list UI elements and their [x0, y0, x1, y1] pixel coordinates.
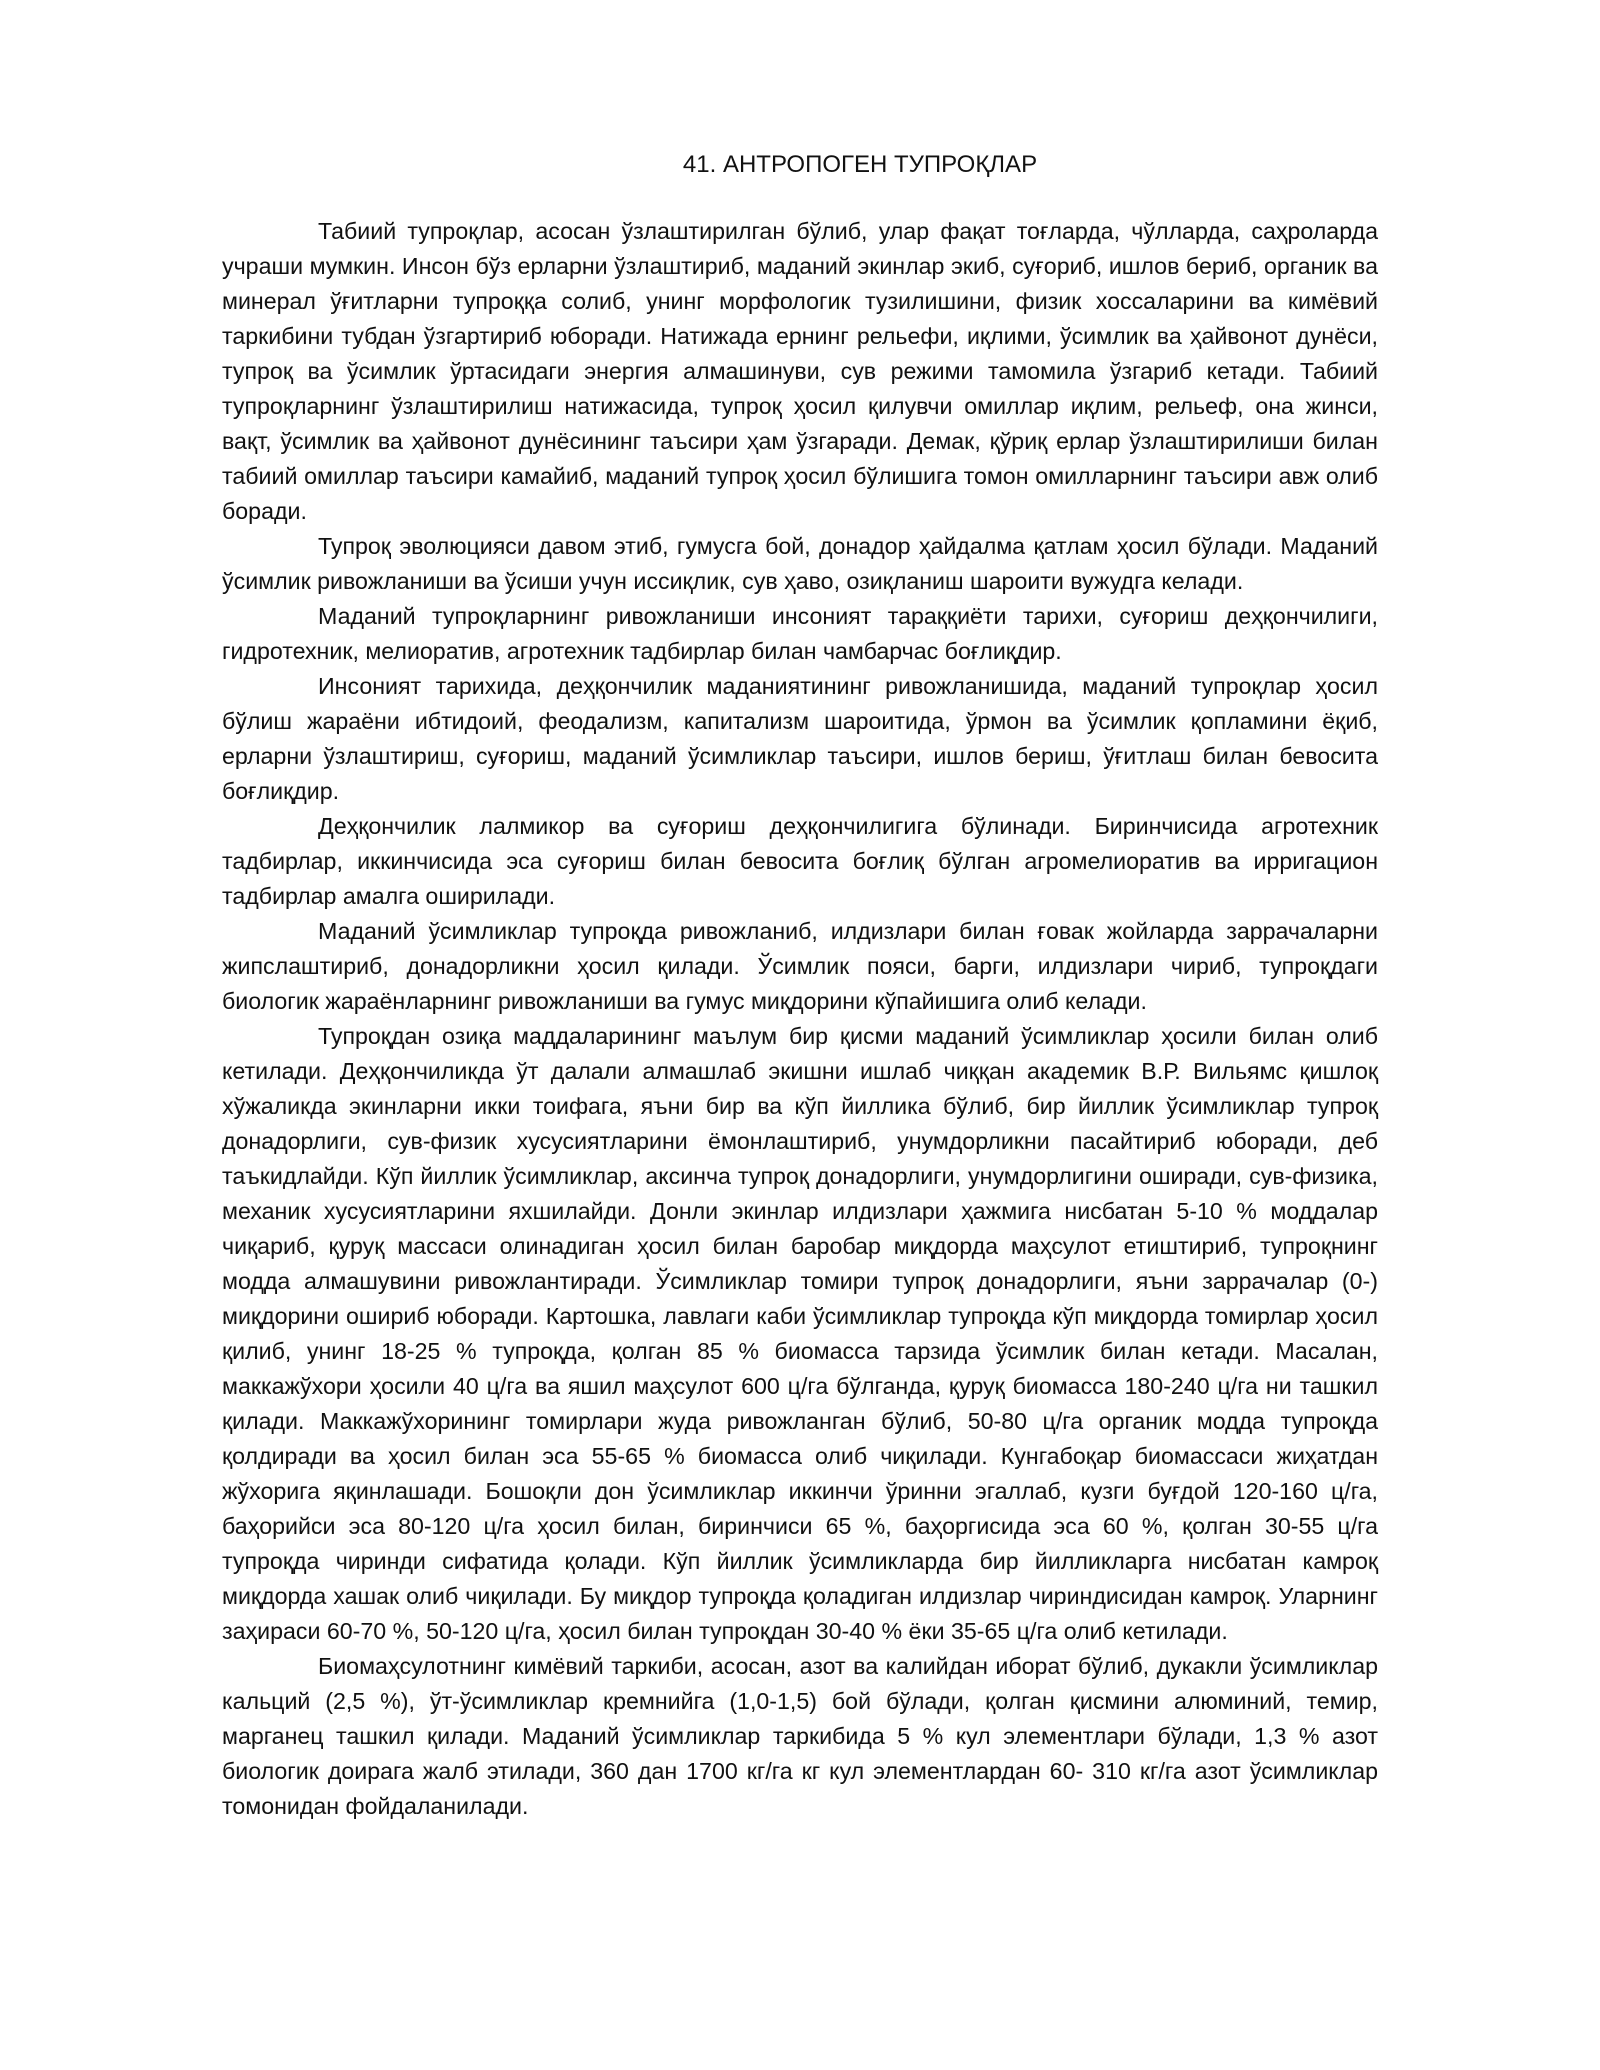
paragraph-3: Маданий тупроқларнинг ривожланиши инсоният тараққиёти тарихи, суғориш деҳқончилиги, гидротехник, мелиоратив, агротехник тадбирлар билан чамбарчас боғлиқдир. [222, 603, 1378, 664]
paragraph-2: Тупроқ эволюцияси давом этиб, гумусга бой, донадор ҳайдалма қатлам ҳосил бўлади. Маданий ўсимлик ривожланиши ва ўсиши учун иссиқлик, сув ҳаво, озиқланиш шароити вужудга келади. [222, 533, 1378, 594]
paragraph-5: Деҳқончилик лалмикор ва суғориш деҳқончилигига бўлинади. Биринчисида агротехник тадбирлар, иккинчисида эса суғориш билан бевосита боғлиқ бўлган агромелиоратив ва ирригацион тадбирлар амалга оширилади. [222, 813, 1378, 909]
paragraph-1: Табиий тупроқлар, асосан ўзлаштирилган бўлиб, улар фақат тоғларда, чўлларда, саҳроларда учраши мумкин. Инсон бўз ерларни ўзлаштириб, маданий экинлар экиб, суғориб, ишлов бериб, органик ва минерал ўғитларни тупроққа солиб, унинг морфологик тузилишини, физик хоссаларини ва кимёвий таркибини тубдан ўзгартириб юборади. Натижада ернинг рельефи, иқлими, ўсимлик ва ҳайвонот дунёси, тупроқ ва ўсимлик ўртасидаги энергия алмашинуви, сув режими тамомила ўзгариб кетади. Табиий тупроқларнинг ўзлаштирилиш натижасида, тупроқ ҳосил қилувчи омиллар иқлим, рельеф, она жинси, вақт, ўсимлик ва ҳайвонот дунёсининг таъсири ҳам ўзгаради. Демак, қўриқ ерлар ўзлаштирилиши билан табиий омиллар таъсири камайиб, маданий тупроқ ҳосил бўлишига томон омилларнинг таъсири авж олиб боради. [222, 218, 1378, 524]
paragraph-4: Инсоният тарихида, деҳқончилик маданиятининг ривожланишида, маданий тупроқлар ҳосил бўлиш жараёни ибтидоий, феодализм, капитализм шароитида, ўрмон ва ўсимлик қопламини ёқиб, ерларни ўзлаштириш, суғориш, маданий ўсимликлар таъсири, ишлов бериш, ўғитлаш билан бевосита боғлиқдир. [222, 673, 1378, 804]
paragraph-6: Маданий ўсимликлар тупроқда ривожланиб, илдизлари билан ғовак жойларда заррачаларни жипслаштириб, донадорликни ҳосил қилади. Ўсимлик пояси, барги, илдизлари чириб, тупроқдаги биологик жараёнларнинг ривожланиши ва гумус миқдорини кўпайишига олиб келади. [222, 918, 1378, 1014]
paragraph-8: Биомаҳсулотнинг кимёвий таркиби, асосан, азот ва калийдан иборат бўлиб, дукакли ўсимликлар кальций (2,5 %), ўт-ўсимликлар кремнийга (1,0-1,5) бой бўлади, қолган қисмини алюминий, темир, марганец ташкил қилади. Маданий ўсимликлар таркибида 5 % кул элементлари бўлади, 1,3 % азот биологик доирага жалб этилади, 360 дан 1700 кг/га кг кул элементлардан 60- 310 кг/га азот ўсимликлар томонидан фойдаланилади. [222, 1653, 1378, 1819]
document-page [222, 148, 1378, 1824]
paragraph-7: Тупроқдан озиқа маддаларининг маълум бир қисми маданий ўсимликлар ҳосили билан олиб кетилади. Деҳқончиликда ўт далали алмашлаб экишни ишлаб чиққан академик В.Р. Вильямс қишлоқ хўжаликда экинларни икки тоифага, яъни бир ва кўп йиллика бўлиб, бир йиллик ўсимликлар тупроқ донадорлиги, сув-физик хусусиятларини ёмонлаштириб, унумдорликни пасайтириб юборади, деб таъкидлайди. Кўп йиллик ўсимликлар, аксинча тупроқ донадорлиги, унумдорлигини оширади, сув-физика, механик хусусиятларини яхшилайди. Донли экинлар илдизлари ҳажмига нисбатан 5-10 % моддалар чиқариб, қуруқ массаси олинадиган ҳосил билан баробар миқдорда маҳсулот етиштириб, тупроқнинг модда алмашувини ривожлантиради. Ўсимликлар томири тупроқ донадорлиги, яъни заррачалар (0-) миқдорини ошириб юборади. Картошка, лавлаги каби ўсимликлар тупроқда кўп миқдорда томирлар ҳосил қилиб, унинг 18-25 % тупроқда, қолган 85 % биомасса тарзида ўсимлик билан кетади. Масалан, маккажўхори ҳосили 40 ц/га ва яшил маҳсулот 600 ц/га бўлганда, қуруқ биомасса 180-240 ц/га ни ташкил қилади. Маккажўхорининг томирлари жуда ривожланган бўлиб, 50-80 ц/га органик модда тупроқда қолдиради ва ҳосил билан эса 55-65 % биомасса олиб чиқилади. Кунгабоқар биомассаси жиҳатдан жўхорига яқинлашади. Бошоқли дон ўсимликлар иккинчи ўринни эгаллаб, кузги буғдой 120-160 ц/га, баҳорийси эса 80-120 ц/га ҳосил билан, биринчиси 65 %, баҳоргисида эса 60 %, қолган 30-55 ц/га тупроқда чиринди сифатида қолади. Кўп йиллик ўсимликларда бир йилликларга нисбатан камроқ миқдорда хашак олиб чиқилади. Бу миқдор тупроқда қоладиган илдизлар чириндисидан камроқ. Уларнинг заҳираси 60-70 %, 50-120 ц/га, ҳосил билан тупроқдан 30-40 % ёки 35-65 ц/га олиб кетилади. [222, 1023, 1378, 1644]
page-title: 41. АНТРОПОГЕН ТУПРОҚЛАР [682, 151, 1038, 178]
